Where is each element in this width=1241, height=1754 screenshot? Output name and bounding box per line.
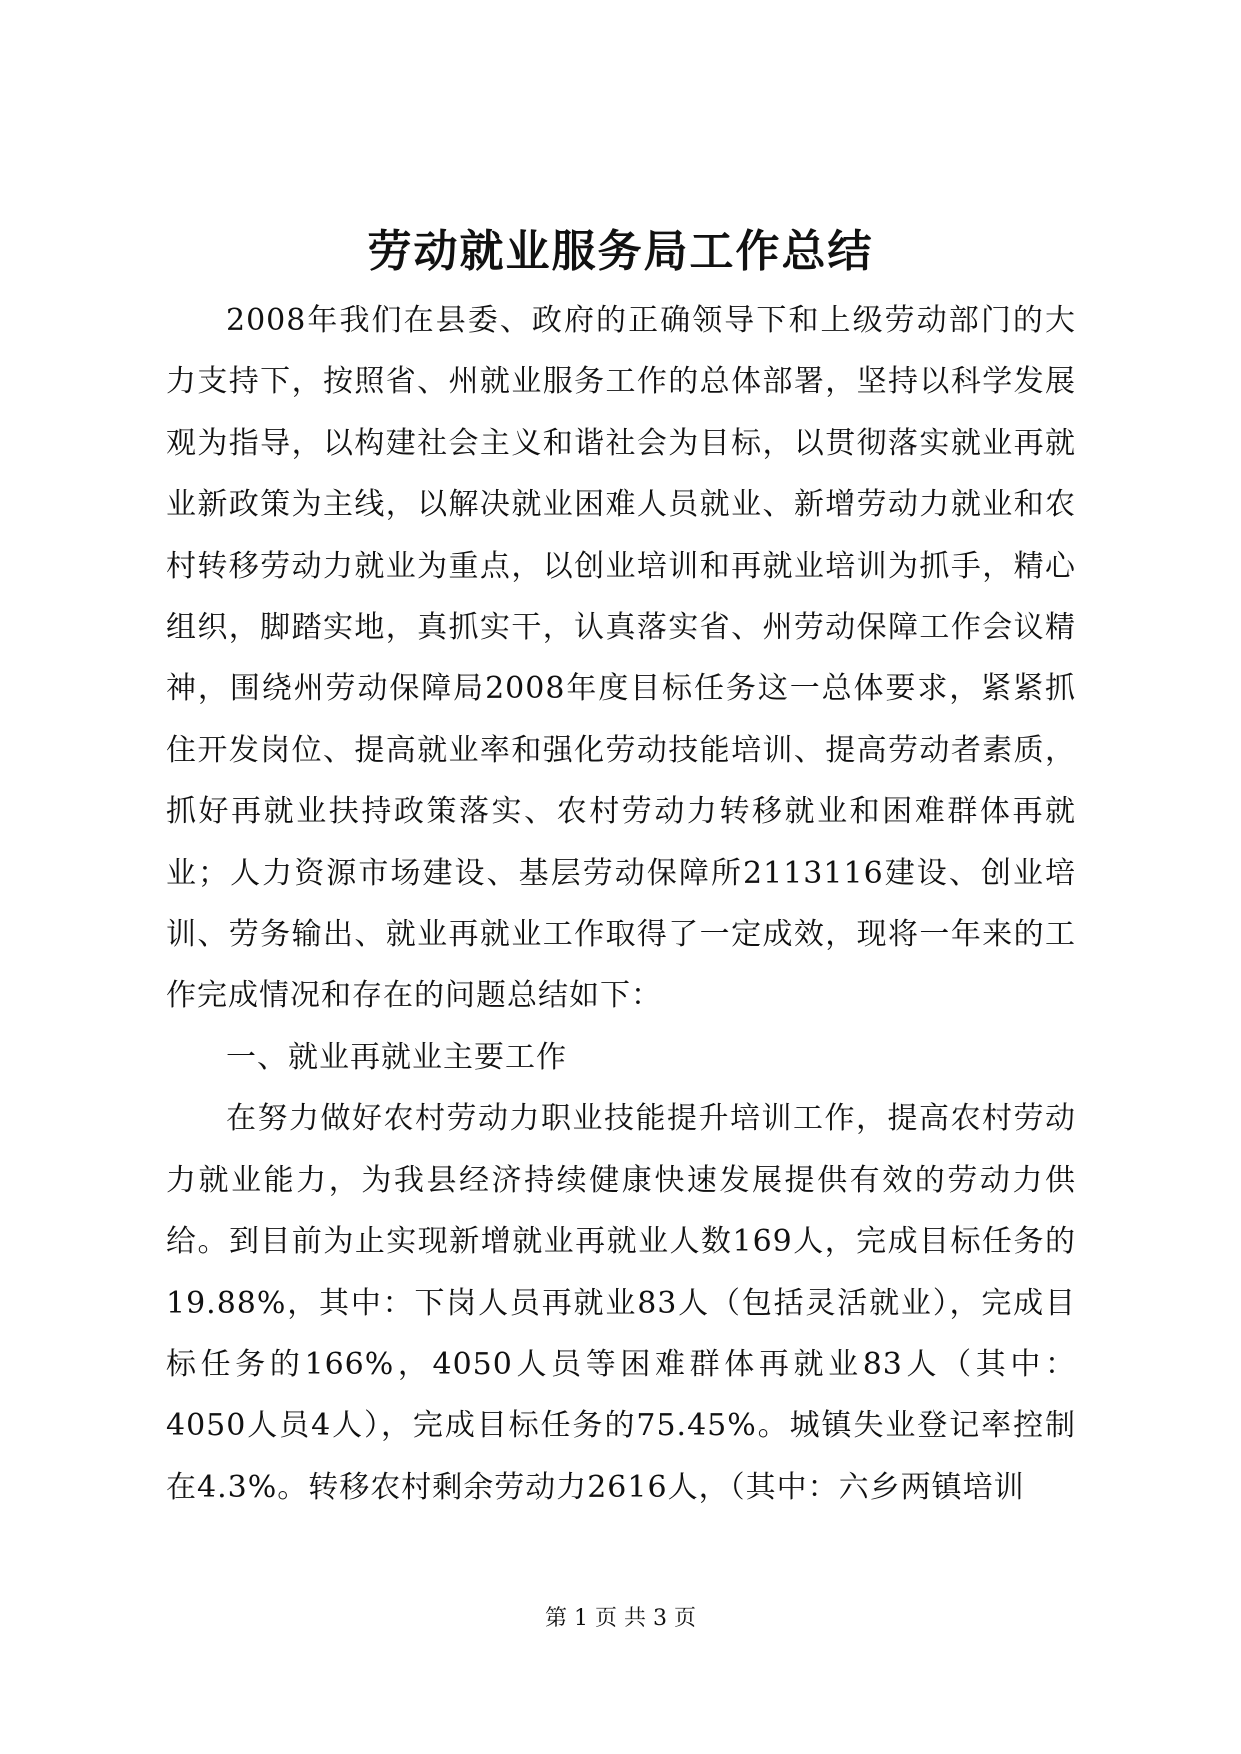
section-paragraph: 在努力做好农村劳动力职业技能提升培训工作，提高农村劳动力就业能力，为我县经济持续健康快速发展提供有效的劳动力供给。到目前为止实现新增就业再就业人数169人，完成目标任务的19.88%，其中：下岗人员再就业83人（包括灵活就业），完成目标任务的166%，4050人员等困难群体再就业83人（其中：4050人员4人），完成目标任务的75.45%。城镇失业登记率控制在4.3%。转移农村剩余劳动力2616人，（其中：六乡两镇培训 [166, 1101, 1076, 1505]
document-title: 劳动就业服务局工作总结 [367, 226, 874, 277]
page-footer: 第 1 页 共 3 页 [545, 1606, 696, 1631]
intro-paragraph: 2008年我们在县委、政府的正确领导下和上级劳动部门的大力支持下，按照省、州就业服务工作的总体部署，坚持以科学发展观为指导，以构建社会主义和谐社会为目标，以贯彻落实就业再就业新政策为主线，以解决就业困难人员就业、新增劳动力就业和农村转移劳动力就业为重点，以创业培训和再就业培训为抓手，精心组织，脚踏实地，真抓实干，认真落实省、州劳动保障工作会议精神，围绕州劳动保障局2008年度目标任务这一总体要求，紧紧抓住开发岗位、提高就业率和强化劳动技能培训、提高劳动者素质，抓好再就业扶持政策落实、农村劳动力转移就业和困难群体再就业；人力资源市场建设、基层劳动保障所2113116建设、创业培训、劳务输出、就业再就业工作取得了一定成效，现将一年来的工作完成情况和存在的问题总结如下： [166, 303, 1076, 1014]
document-body [166, 290, 1076, 1518]
section-heading: 一、就业再就业主要工作 [226, 1039, 567, 1075]
